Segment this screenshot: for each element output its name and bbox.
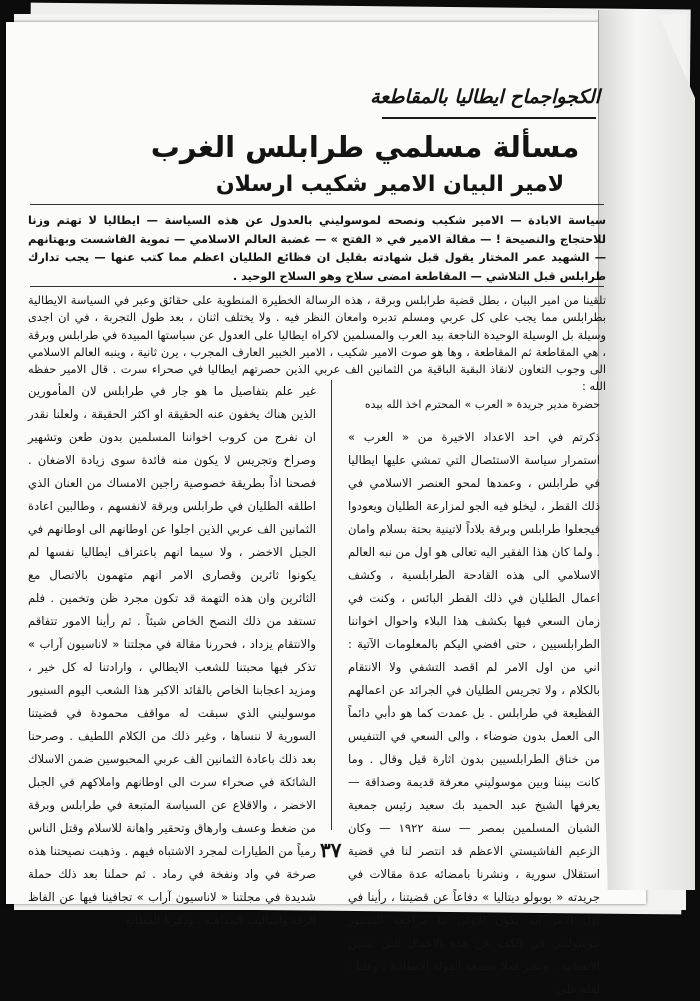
salutation-line: حضرة مدير جريدة « العرب » المحترم اخذ الله بيده: [364, 398, 600, 411]
editor-preface: تلقينا من امير البيان ، بطل قضية طرابلس وبرقة ، هذه الرسالة الخطيرة المنطوية على حقائق وعبر في السياسة الايطالية بطرابلس مما يجب على كل عربي ومسلم تدبره وامعان النظر فيه . ولا يختلف اثنان ، بعد طول التجربة ، في ان اجدى وسيلة بل الوسيلة الوحيدة الناجعة بيد العرب والمسلمين لاكراه ايطاليا على العدول عن سياستها المبيدة في طرابلس وبرقة ، هي المقاطعة ثم المقاطعة ، وها هو صوت الامير شكيب ، الامير الخبير العارف المجرب ، يرن ثانية ، وينبه العالم الاسلامي الى وجوب التعاون لانقاذ البقية الباقية من الثمانين الف عربي الذين حصرتهم ايطاليا في صحراء سرت . قال الامير حفظه الله :: [28, 293, 606, 394]
article-title: مسألة مسلمي طرابلس الغرب: [150, 130, 580, 164]
body-column-left: غير علم بتفاصيل ما هو جار في طرابلس لان المأمورين الذين هناك يخفون عنه الحقيقة او اكثر الحقيقة ، ولعلنا نقدر ان نفرج من كروب اخواننا المسلمين بدون طعن وتشهير وصراخ وتجريس لا يكون منه فائدة سوى زيادة الاضغان . فصحنا اذاً بطريقة خصوصية راجين الامساك من العنان الذي اطلقه الطليان في طرابلس وبرقة لانفسهم ، وطالبين اعادة الثمانين الف عربي الذين اجلوا عن اوطانهم الى اوطانهم في الجبل الاخضر ، ولا سيما انهم باعتراف ايطاليا نفسها لم يكونوا ثائرين وقصارى الامر انهم متهمون بالاتصال مع الثائرين وان هذه التهمة قد تكون مجرد ظن وتخمين . فلم تستفد من ذلك النصح الخاص شيئاً . ثم رأينا الامور تتفاقم والانتقام يزداد ، فحررنا مقالة في مجلتنا « لاناسيون آراب » تذكر فيها محبتنا للشعب الايطالي ، وارادتنا له كل خير ، ومزيد اعجابنا الخاص بالقائد الاكبر هذا الشعب اليوم السنيور موسوليني الذي سبقت له مواقف محمودة في قضيتنا السورية لا ننساها ، وغير ذلك من الكلام اللطيف . وصرحنا بعد ذلك باعادة الثمانين الف عربي المحبوسين ضمن الاسلاك الشائكة في صحراء سرت الى اوطانهم واملاكهم في الجبل الاخضر ، والاقلاع عن السياسة المتبعة في طرابلس وبرقة من ضغط وعسف وارهاق وتحقير واهانة للاسلام وقتل الناس رمياً من الطيارات لمجرد الاشتباه فيهم . وذهبت نصيحتنا هذه صرخة في واد ونفخة في رماد . ثم حملنا بعد ذلك حملة شديدة في مجلتنا « لاناسيون آراب » تجافينا فيها عن الفاظ الرقة واساليب المداهنة ، وذكرنا الفظائع: [28, 384, 316, 927]
page-curl: [598, 10, 695, 890]
kicker-headline: الكجواجماح ايطاليا بالمقاطعة: [370, 86, 600, 108]
body-column-right: ذكرتم في احد الاعداد الاخيرة من « العرب » استمرار سياسة الاستئصال التي تمشي عليها ايطاليا في طرابلس ، وعمدها لمحو العنصر الاسلامي في ذلك القطر ، ليخلو فيه الجو لمزارعة الطليان ويعودوا فيجعلوا طرابلس وبرقة بلاداً لاتينية بحتة بسلام وامان . ولما كان هذا الفقير اليه تعالى هو اول من نبه العالم الاسلامي الى هذه القادحة الطرابلسية ، وكشف اعمال الطليان في ذلك القطر البائس ، وكنت في زمان السعي فيها بكشف هذا البلاء واحوال اخواننا الطرابلسيين ، حتى افضي اليكم بالمعلومات الآتية : اني من اول الامر لم اقصد التشفي ولا الانتقام بالكلام ، ولا تجريس الطليان في الجرائد عن اعمالهم الفظيعة في طرابلس . بل عمدت كما هو دأبي دائماً الى العمل بدون ضوضاء ، والى السعي في التنفيس من خناق الطرابلسيين بدون اثارة قيل وقال . وما كانت بيننا وبين موسوليني معرفة قديمة وصداقة — يعرفها الشيخ عبد الحميد بك سعيد رئيس جمعية الشبان المسلمين بمصر — سنة ١٩٢٢ — وكان الزعيم الفاشيستي الاعظم قد انتصر لنا في قضية استقلال سورية ، ونشرنا بامضائه عدة مقالات في جريدته « بوبولو ديتاليا » دفاعاً عن قضيتنا ، رأينا في اول الامر انه يكون الاولى بنا مراجعة السنيور موسوليني في الكف عن هذه الاعمال التي تشين الانسانية ، وتضر فعلا بسمعة الدولة الايطالية ، وقلنا : لعله على: [348, 430, 600, 996]
page-number: ٣٧: [320, 838, 342, 862]
column-divider: [331, 380, 332, 830]
kicker-underline: [382, 117, 596, 119]
byline-rule: [30, 204, 604, 205]
article-byline: لامير البيان الامير شكيب ارسلان: [215, 172, 565, 197]
summary-paragraph: سياسة الابادة — الامير شكيب ونصحه لموسوليني بالعدول عن هذه السياسة — ايطاليا لا تهتم وزنا للاحتجاج والنصيحة ! — مقالة الامير في « الفتح » — غضبة العالم الاسلامي — تموية الفاشست وبهتانهم — الشهيد عمر المختار يقول قبل شهادته بقليل ان فظائع الطليان اعظم مما كتب عنها — يجب تدارك طرابلس قبل التلاشي — المقاطعة امضى سلاح وهو السلاح الوحيد .: [28, 214, 606, 283]
summary-rule: [30, 286, 604, 287]
